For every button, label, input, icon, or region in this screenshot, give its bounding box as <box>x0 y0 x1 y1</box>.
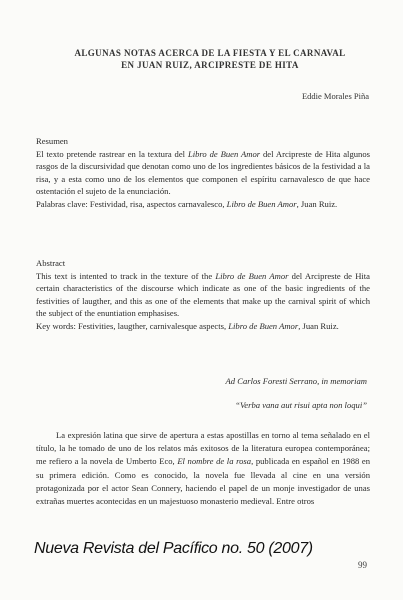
dedication: Ad Carlos Foresti Serrano, in memoriam <box>225 376 367 386</box>
body-paragraph <box>36 429 370 508</box>
body-novel-title: El nombre de la rosa <box>177 456 252 467</box>
article-author: Eddie Morales Piña <box>301 91 369 101</box>
abstract-text-b: del Arcipreste de Hita certain characteristics of the discourse which indicate as one of the basic ingredients of the festivities of laugther, and this as one of the elements that make up the carnival spirit of which the subject of the enuntiation emphasises. <box>36 270 370 318</box>
resumen-keywords-title: Libro de Buen Amor <box>226 198 297 209</box>
resumen-section <box>36 135 370 210</box>
resumen-keywords <box>36 198 370 211</box>
abstract-heading: Abstract <box>36 258 66 268</box>
abstract-keywords-b: , Juan Ruiz. <box>298 320 339 331</box>
body-section <box>36 429 370 508</box>
abstract-keywords-a: Key words: Festivities, laugther, carnivalesque aspects, <box>36 320 229 331</box>
abstract-book-title: Libro de Buen Amor <box>215 270 289 281</box>
resumen-heading: Resumen <box>36 136 68 146</box>
resumen-book-title: Libro de Buen Amor <box>187 148 261 159</box>
abstract-keywords <box>36 320 370 333</box>
abstract-section <box>36 257 370 332</box>
abstract-paragraph <box>36 270 370 320</box>
journal-citation: Nueva Revista del Pacífico no. 50 (2007) <box>34 540 313 557</box>
abstract-keywords-title: Libro de Buen Amor <box>228 320 299 331</box>
abstract-text-a: This text is intented to track in the texture of the <box>36 270 216 281</box>
article-title-line1: ALGUNAS NOTAS ACERCA DE LA FIESTA Y EL CARNAVAL <box>74 48 346 58</box>
resumen-paragraph <box>36 148 370 198</box>
resumen-text-a: El texto pretende rastrear en la textura del <box>36 148 188 159</box>
body-text-a: La expresión latina que sirve de apertura a estas apostillas en torno al tema señalado en el título, la he tomado de uno de los relatos más exitosos de la literatura europea contemporánea; me refiero a la novela de Umberto Eco, <box>36 430 370 467</box>
page-number: 99 <box>358 560 367 570</box>
resumen-keywords-a: Palabras clave: Festividad, risa, aspectos carnavalesco, <box>36 198 227 209</box>
article-title-line2: EN JUAN RUIZ, ARCIPRESTE DE HITA <box>121 60 299 70</box>
resumen-keywords-b: , Juan Ruiz. <box>296 198 338 209</box>
body-text-b: , publicada en español en 1988 en su primera edición. Como es conocido, la novela fue llevada al cine en una versión protagonizada por el actor Sean Connery, haciendo el papel de un monje investigador de unas extrañas muertes acontecidas en un majestuoso monasterio medieval. Entre otros <box>36 456 370 507</box>
article-title <box>40 47 380 71</box>
motto-quote: “Verba vana aut risui apta non loqui” <box>235 400 367 410</box>
resumen-text-b: del Arcipreste de Hita algunos rasgos de la discursividad que denotan como uno de los ingredientes básicos de la festividad a la risa, y a esta como uno de los elementos que componen el espíritu carnavalesco de que hace ostentación el sujeto de la enunciación. <box>36 148 370 196</box>
